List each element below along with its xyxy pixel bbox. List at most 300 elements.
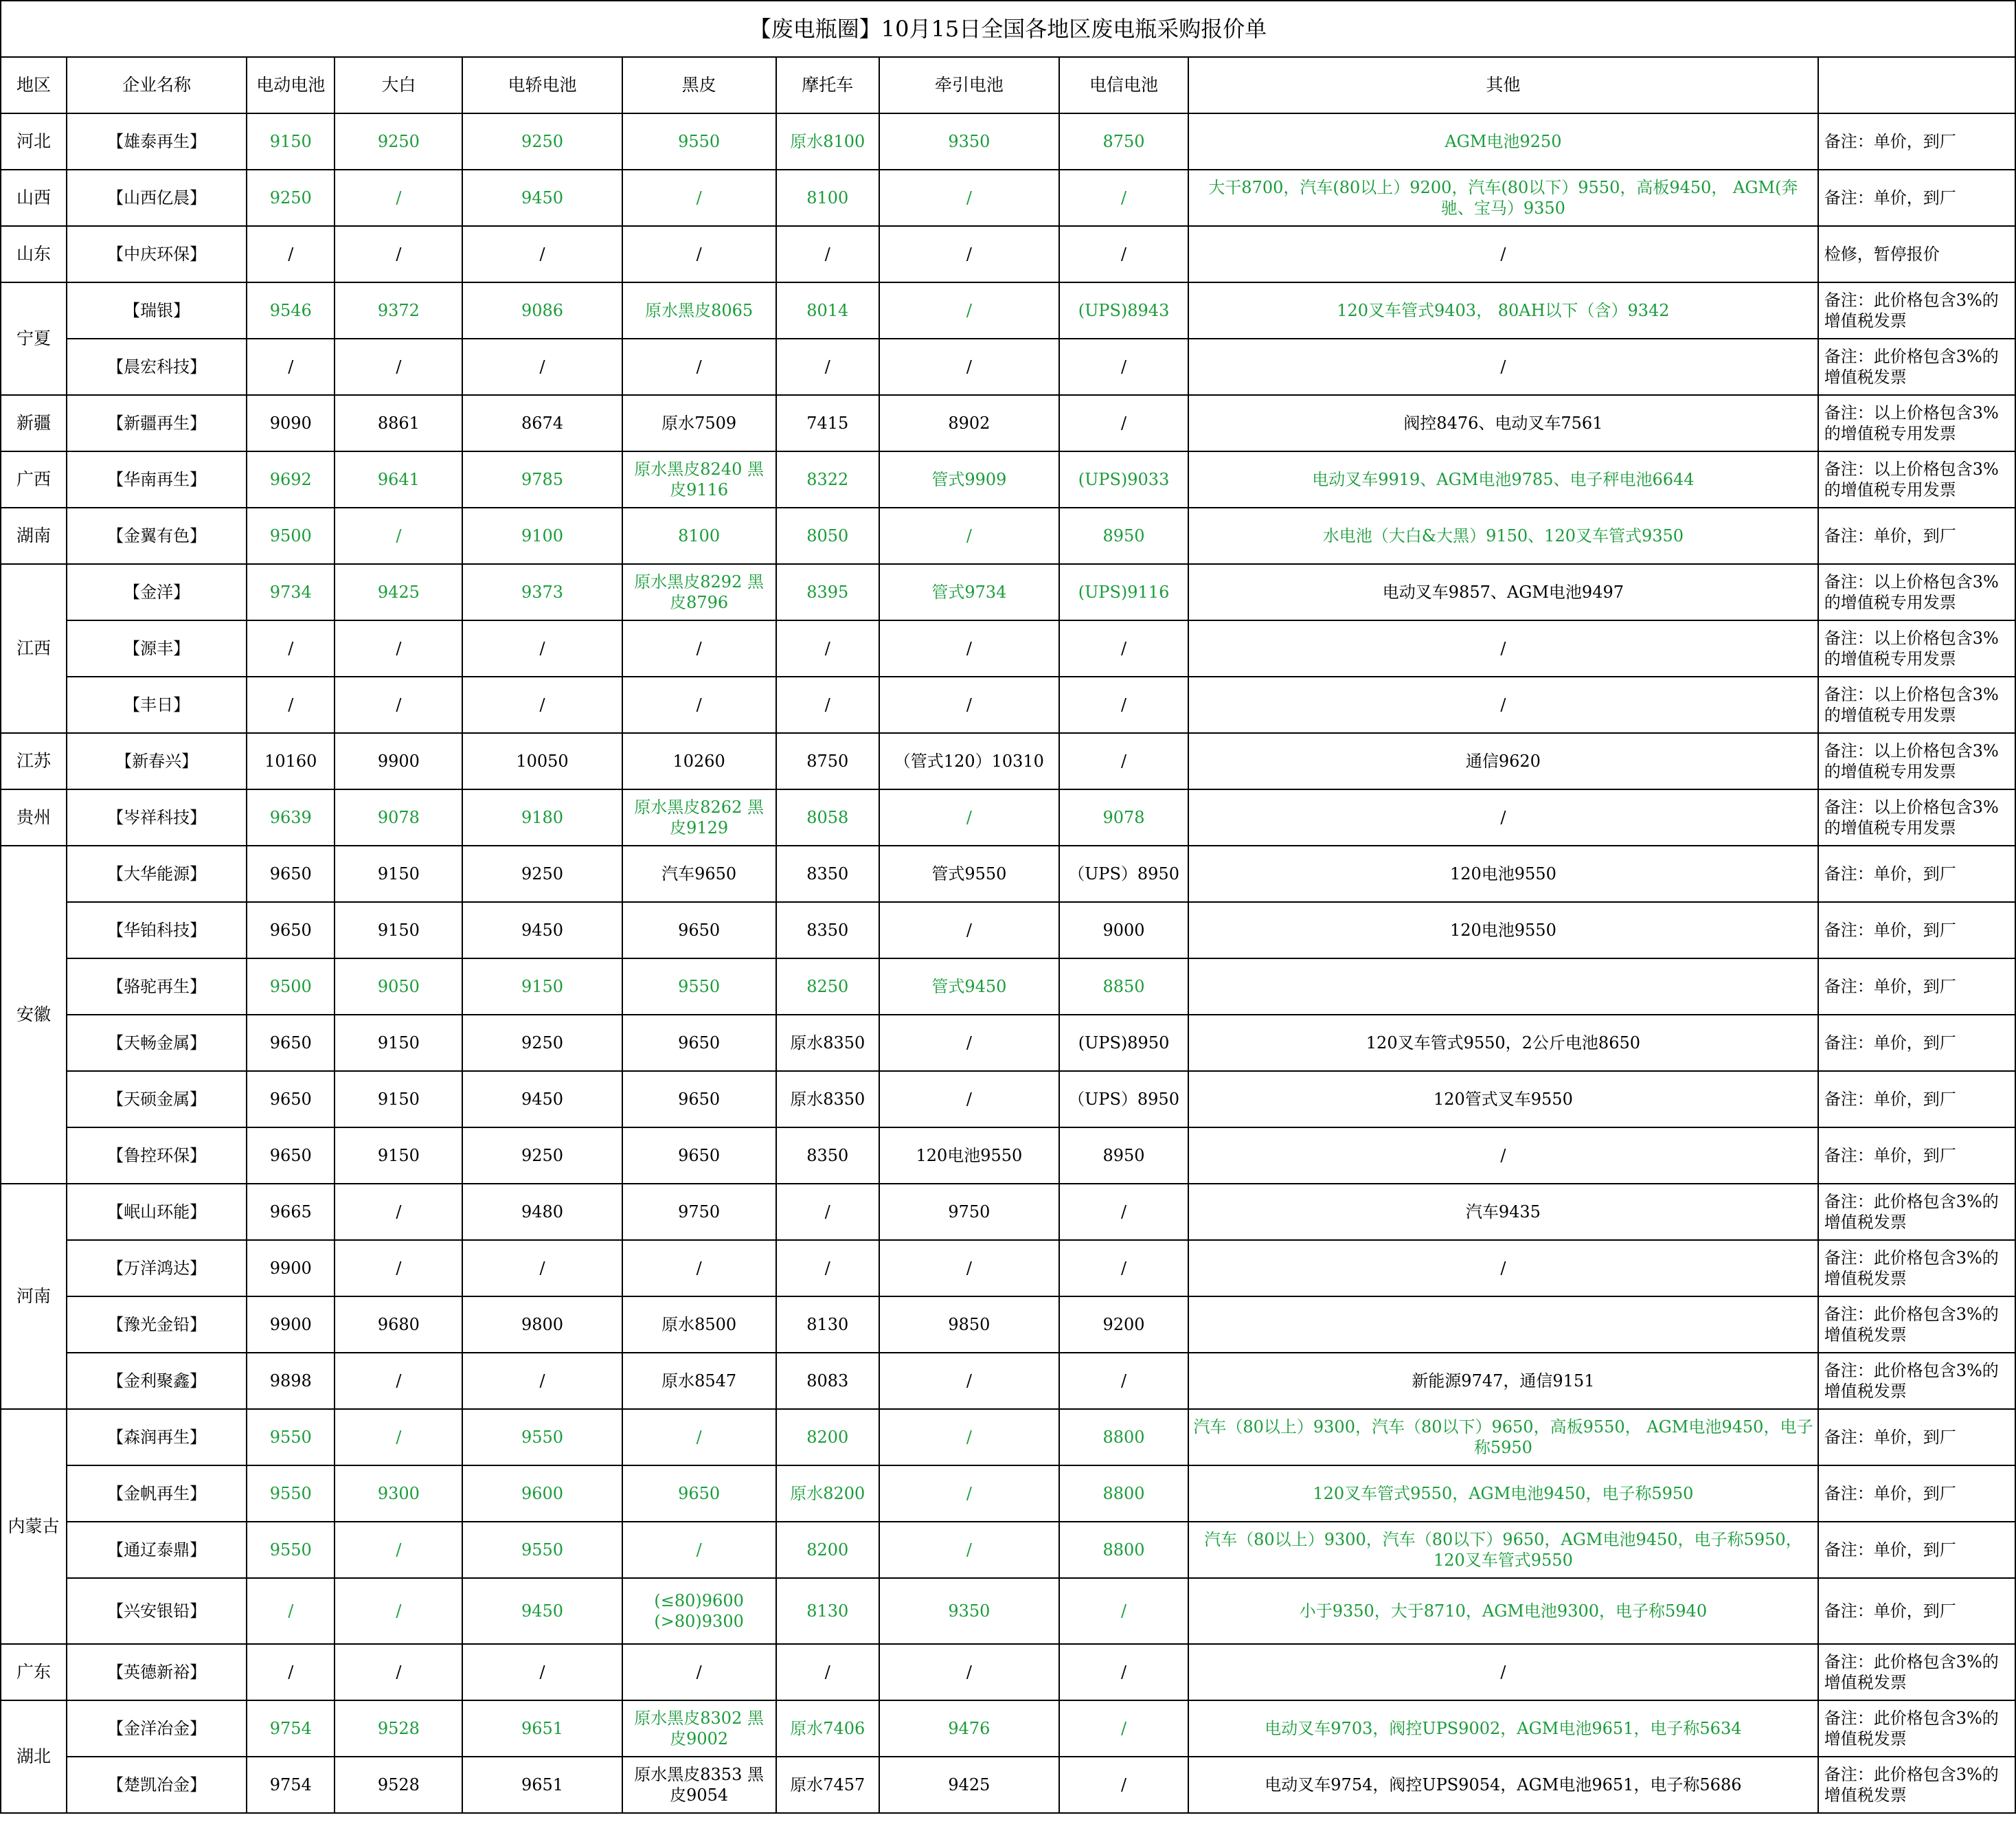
price-cell: 9900 xyxy=(247,1240,335,1296)
price-cell: / xyxy=(335,508,462,564)
company-cell: 【华铂科技】 xyxy=(67,902,247,958)
table-row xyxy=(1,620,2015,677)
price-cell: / xyxy=(1059,170,1188,226)
table-row xyxy=(1,1240,2015,1296)
price-cell: 9785 xyxy=(462,451,622,508)
price-cell: / xyxy=(247,1578,335,1644)
remark-cell: 备注：以上价格包含3%的增值税专用发票 xyxy=(1818,564,2015,620)
other-cell: 电动叉车9919、AGM电池9785、电子秤电池6644 xyxy=(1188,451,1818,508)
price-cell: / xyxy=(1059,226,1188,282)
remark-cell: 备注：单价，到厂 xyxy=(1818,508,2015,564)
header-cell: 电动电池 xyxy=(247,57,335,113)
price-cell: 9373 xyxy=(462,564,622,620)
price-cell: / xyxy=(879,1240,1059,1296)
company-cell: 【金洋】 xyxy=(67,564,247,620)
price-cell: 8083 xyxy=(776,1353,879,1409)
other-cell: / xyxy=(1188,677,1818,733)
company-cell: 【华南再生】 xyxy=(67,451,247,508)
other-cell: / xyxy=(1188,339,1818,395)
company-cell: 【天硕金属】 xyxy=(67,1071,247,1127)
price-cell: 9050 xyxy=(335,958,462,1015)
price-cell: / xyxy=(879,677,1059,733)
price-cell: / xyxy=(335,339,462,395)
price-cell: 9180 xyxy=(462,789,622,846)
price-cell: 8395 xyxy=(776,564,879,620)
price-cell: 管式9550 xyxy=(879,846,1059,902)
region-cell: 山东 xyxy=(1,226,67,282)
price-cell: 9350 xyxy=(879,113,1059,170)
price-cell: 8674 xyxy=(462,395,622,451)
price-cell: / xyxy=(879,1644,1059,1700)
price-cell: / xyxy=(462,226,622,282)
remark-cell: 备注：此价格包含3%的增值税发票 xyxy=(1818,1296,2015,1353)
other-cell: / xyxy=(1188,789,1818,846)
price-cell: / xyxy=(462,339,622,395)
header-cell: 企业名称 xyxy=(67,57,247,113)
price-cell: 9898 xyxy=(247,1353,335,1409)
table-row xyxy=(1,677,2015,733)
price-cell: 9150 xyxy=(335,1015,462,1071)
price-cell: 8350 xyxy=(776,902,879,958)
price-cell: / xyxy=(462,620,622,677)
price-cell: / xyxy=(1059,1353,1188,1409)
price-cell: / xyxy=(335,677,462,733)
price-cell: 9150 xyxy=(335,902,462,958)
other-cell xyxy=(1188,1296,1818,1353)
table-body xyxy=(1,1,2015,1813)
table-row xyxy=(1,339,2015,395)
price-cell: / xyxy=(1059,1644,1188,1700)
price-cell: 9150 xyxy=(462,958,622,1015)
price-cell: 9650 xyxy=(247,1015,335,1071)
company-cell: 【雄泰再生】 xyxy=(67,113,247,170)
table-row xyxy=(1,1127,2015,1184)
price-cell: / xyxy=(335,1522,462,1578)
remark-cell: 检修，暂停报价 xyxy=(1818,226,2015,282)
price-cell: 9550 xyxy=(247,1465,335,1522)
price-cell: 9500 xyxy=(247,958,335,1015)
price-cell: 9550 xyxy=(622,958,776,1015)
company-cell: 【大华能源】 xyxy=(67,846,247,902)
price-cell: / xyxy=(335,1578,462,1644)
price-cell: / xyxy=(622,1240,776,1296)
price-cell: 9650 xyxy=(622,1465,776,1522)
price-cell: 9250 xyxy=(247,170,335,226)
remark-cell: 备注：单价，到厂 xyxy=(1818,958,2015,1015)
remark-cell: 备注：单价，到厂 xyxy=(1818,1578,2015,1644)
price-cell: 9450 xyxy=(462,1071,622,1127)
price-cell: / xyxy=(879,170,1059,226)
company-cell: 【晨宏科技】 xyxy=(67,339,247,395)
other-cell: 120叉车管式9403， 80AH以下（含）9342 xyxy=(1188,282,1818,339)
price-cell: (UPS)8943 xyxy=(1059,282,1188,339)
region-cell: 广东 xyxy=(1,1644,67,1700)
price-cell: 原水7457 xyxy=(776,1757,879,1813)
remark-cell: 备注：以上价格包含3%的增值税专用发票 xyxy=(1818,789,2015,846)
company-cell: 【兴安银铅】 xyxy=(67,1578,247,1644)
other-cell: / xyxy=(1188,1644,1818,1700)
table-row xyxy=(1,1465,2015,1522)
company-cell: 【瑞银】 xyxy=(67,282,247,339)
price-cell: / xyxy=(1059,395,1188,451)
price-cell: / xyxy=(776,677,879,733)
price-cell: 9480 xyxy=(462,1184,622,1240)
price-cell: 9754 xyxy=(247,1757,335,1813)
price-cell: 9750 xyxy=(622,1184,776,1240)
price-cell: / xyxy=(622,620,776,677)
company-cell: 【新春兴】 xyxy=(67,733,247,789)
other-cell: 120电池9550 xyxy=(1188,846,1818,902)
other-cell: 120叉车管式9550，AGM电池9450，电子称5950 xyxy=(1188,1465,1818,1522)
remark-cell: 备注：单价，到厂 xyxy=(1818,113,2015,170)
remark-cell: 备注：此价格包含3%的增值税发票 xyxy=(1818,1644,2015,1700)
price-cell: 9425 xyxy=(335,564,462,620)
price-cell: 9450 xyxy=(462,170,622,226)
price-cell: / xyxy=(335,1184,462,1240)
price-cell: 9650 xyxy=(622,1127,776,1184)
price-cell: 9650 xyxy=(247,902,335,958)
remark-cell: 备注：单价，到厂 xyxy=(1818,1071,2015,1127)
remark-cell: 备注：以上价格包含3%的增值税专用发票 xyxy=(1818,395,2015,451)
table-row xyxy=(1,1296,2015,1353)
other-cell: 通信9620 xyxy=(1188,733,1818,789)
remark-cell: 备注：单价，到厂 xyxy=(1818,1409,2015,1465)
price-cell: 9000 xyxy=(1059,902,1188,958)
price-cell: 9550 xyxy=(462,1409,622,1465)
region-cell: 江西 xyxy=(1,564,67,733)
price-cell: (UPS)9116 xyxy=(1059,564,1188,620)
price-cell: 8800 xyxy=(1059,1465,1188,1522)
price-cell: / xyxy=(247,226,335,282)
table-row xyxy=(1,395,2015,451)
remark-cell: 备注：单价，到厂 xyxy=(1818,846,2015,902)
price-cell: 8861 xyxy=(335,395,462,451)
price-cell: 9900 xyxy=(335,733,462,789)
price-cell: / xyxy=(776,1184,879,1240)
other-cell: AGM电池9250 xyxy=(1188,113,1818,170)
price-cell: 9350 xyxy=(879,1578,1059,1644)
price-cell: / xyxy=(335,1240,462,1296)
remark-cell: 备注：单价，到厂 xyxy=(1818,902,2015,958)
region-cell: 广西 xyxy=(1,451,67,508)
company-cell: 【金洋冶金】 xyxy=(67,1700,247,1757)
other-cell: 120管式叉车9550 xyxy=(1188,1071,1818,1127)
price-cell: (≤80)9600 (>80)9300 xyxy=(622,1578,776,1644)
price-cell: / xyxy=(879,1522,1059,1578)
price-cell: 8322 xyxy=(776,451,879,508)
price-cell: 原水8350 xyxy=(776,1015,879,1071)
other-cell: 水电池（大白&大黑）9150、120叉车管式9350 xyxy=(1188,508,1818,564)
region-cell: 山西 xyxy=(1,170,67,226)
price-cell: 原水7509 xyxy=(622,395,776,451)
price-cell: / xyxy=(1059,733,1188,789)
price-cell: 9754 xyxy=(247,1700,335,1757)
price-cell: 9600 xyxy=(462,1465,622,1522)
price-cell: / xyxy=(247,677,335,733)
price-cell: 9500 xyxy=(247,508,335,564)
remark-cell: 备注：此价格包含3%的增值税发票 xyxy=(1818,1700,2015,1757)
price-cell: / xyxy=(879,620,1059,677)
price-cell: / xyxy=(776,1240,879,1296)
price-cell: / xyxy=(335,226,462,282)
other-cell xyxy=(1188,958,1818,1015)
price-cell: 8950 xyxy=(1059,508,1188,564)
price-cell: 原水8547 xyxy=(622,1353,776,1409)
company-cell: 【新疆再生】 xyxy=(67,395,247,451)
remark-cell: 备注：单价，到厂 xyxy=(1818,1522,2015,1578)
header-cell: 牵引电池 xyxy=(879,57,1059,113)
price-cell: 8130 xyxy=(776,1578,879,1644)
table-row xyxy=(1,1409,2015,1465)
price-cell: 9750 xyxy=(879,1184,1059,1240)
price-cell: 8100 xyxy=(622,508,776,564)
other-cell: 汽车（80以上）9300，汽车（80以下）9650，AGM电池9450，电子称5950， 120叉车管式9550 xyxy=(1188,1522,1818,1578)
company-cell: 【金利聚鑫】 xyxy=(67,1353,247,1409)
price-cell: （UPS）8950 xyxy=(1059,1071,1188,1127)
price-cell: 9734 xyxy=(247,564,335,620)
price-cell: / xyxy=(879,1071,1059,1127)
price-cell: 9150 xyxy=(335,1127,462,1184)
price-cell: / xyxy=(335,170,462,226)
price-cell: 9450 xyxy=(462,1578,622,1644)
company-cell: 【万洋鸿达】 xyxy=(67,1240,247,1296)
price-cell: 9450 xyxy=(462,902,622,958)
price-cell: (UPS)9033 xyxy=(1059,451,1188,508)
company-cell: 【岷山环能】 xyxy=(67,1184,247,1240)
table-row xyxy=(1,282,2015,339)
price-cell: 8902 xyxy=(879,395,1059,451)
price-cell: 9900 xyxy=(247,1296,335,1353)
price-cell: 管式9909 xyxy=(879,451,1059,508)
price-cell: 9250 xyxy=(462,846,622,902)
price-cell: 原水8200 xyxy=(776,1465,879,1522)
company-cell: 【金翼有色】 xyxy=(67,508,247,564)
price-cell: / xyxy=(879,1015,1059,1071)
remark-cell: 备注：此价格包含3%的增值税发票 xyxy=(1818,339,2015,395)
region-cell: 湖北 xyxy=(1,1700,67,1813)
price-cell: 7415 xyxy=(776,395,879,451)
price-cell: 9665 xyxy=(247,1184,335,1240)
price-cell: 汽车9650 xyxy=(622,846,776,902)
other-cell: 阀控8476、电动叉车7561 xyxy=(1188,395,1818,451)
table-row xyxy=(1,1644,2015,1700)
table-row xyxy=(1,733,2015,789)
price-cell: 原水黑皮8302 黑皮9002 xyxy=(622,1700,776,1757)
price-cell: / xyxy=(622,339,776,395)
header-cell: 其他 xyxy=(1188,57,1818,113)
price-cell: / xyxy=(776,226,879,282)
price-cell: 9100 xyxy=(462,508,622,564)
other-cell: 汽车（80以上）9300，汽车（80以下）9650，高板9550， AGM电池9450，电子称5950 xyxy=(1188,1409,1818,1465)
price-cell: 8014 xyxy=(776,282,879,339)
region-cell: 贵州 xyxy=(1,789,67,846)
price-cell: 原水黑皮8240 黑皮9116 xyxy=(622,451,776,508)
price-cell: 9528 xyxy=(335,1757,462,1813)
price-cell: 8200 xyxy=(776,1409,879,1465)
remark-cell: 备注：此价格包含3%的增值税发票 xyxy=(1818,1353,2015,1409)
company-cell: 【岑祥科技】 xyxy=(67,789,247,846)
region-cell: 安徽 xyxy=(1,846,67,1184)
price-cell: 8100 xyxy=(776,170,879,226)
price-cell: / xyxy=(879,789,1059,846)
other-cell: 电动叉车9703，阀控UPS9002，AGM电池9651，电子称5634 xyxy=(1188,1700,1818,1757)
other-cell: 120电池9550 xyxy=(1188,902,1818,958)
price-cell: / xyxy=(622,677,776,733)
table-row xyxy=(1,846,2015,902)
table-row xyxy=(1,789,2015,846)
price-cell: 9639 xyxy=(247,789,335,846)
company-cell: 【源丰】 xyxy=(67,620,247,677)
other-cell: 大干8700，汽车(80以上）9200，汽车(80以下）9550，高板9450， AGM(奔驰、宝马）9350 xyxy=(1188,170,1818,226)
price-cell: 原水黑皮8065 xyxy=(622,282,776,339)
header-cell: 电信电池 xyxy=(1059,57,1188,113)
remark-cell: 备注：以上价格包含3%的增值税专用发票 xyxy=(1818,451,2015,508)
other-cell: 小于9350，大于8710，AGM电池9300，电子称5940 xyxy=(1188,1578,1818,1644)
price-cell: / xyxy=(1059,677,1188,733)
price-cell: 9086 xyxy=(462,282,622,339)
price-cell: 9078 xyxy=(1059,789,1188,846)
price-cell: / xyxy=(462,1240,622,1296)
remark-cell: 备注：此价格包含3%的增值税发票 xyxy=(1818,282,2015,339)
price-cell: / xyxy=(335,1409,462,1465)
other-cell: / xyxy=(1188,226,1818,282)
price-cell: 原水8500 xyxy=(622,1296,776,1353)
price-cell: 9150 xyxy=(335,846,462,902)
remark-cell: 备注：单价，到厂 xyxy=(1818,170,2015,226)
table-row xyxy=(1,1184,2015,1240)
price-cell: / xyxy=(247,1644,335,1700)
price-cell: 9546 xyxy=(247,282,335,339)
price-cell: 原水8100 xyxy=(776,113,879,170)
price-cell: / xyxy=(335,1644,462,1700)
price-cell: 9650 xyxy=(247,846,335,902)
remark-cell: 备注：此价格包含3%的增值税发票 xyxy=(1818,1240,2015,1296)
company-cell: 【豫光金铅】 xyxy=(67,1296,247,1353)
company-cell: 【通辽泰鼎】 xyxy=(67,1522,247,1578)
price-cell: / xyxy=(622,226,776,282)
remark-cell: 备注：单价，到厂 xyxy=(1818,1465,2015,1522)
table-row xyxy=(1,1757,2015,1813)
other-cell: 新能源9747，通信9151 xyxy=(1188,1353,1818,1409)
price-cell: 9680 xyxy=(335,1296,462,1353)
price-cell: 原水7406 xyxy=(776,1700,879,1757)
price-cell: / xyxy=(622,170,776,226)
price-cell: 8750 xyxy=(1059,113,1188,170)
price-cell: / xyxy=(462,1353,622,1409)
table-row xyxy=(1,451,2015,508)
price-cell: 9650 xyxy=(247,1071,335,1127)
price-cell: (UPS)8950 xyxy=(1059,1015,1188,1071)
price-cell: 120电池9550 xyxy=(879,1127,1059,1184)
price-cell: 10050 xyxy=(462,733,622,789)
table-row xyxy=(1,113,2015,170)
price-cell: 9250 xyxy=(335,113,462,170)
price-cell: 9650 xyxy=(622,1071,776,1127)
price-cell: / xyxy=(879,1409,1059,1465)
other-cell: 汽车9435 xyxy=(1188,1184,1818,1240)
price-cell: / xyxy=(1059,1700,1188,1757)
price-cell: / xyxy=(776,620,879,677)
remark-cell: 备注：此价格包含3%的增值税发票 xyxy=(1818,1757,2015,1813)
price-cell: 原水黑皮8262 黑皮9129 xyxy=(622,789,776,846)
price-cell: 8350 xyxy=(776,1127,879,1184)
price-cell: / xyxy=(1059,620,1188,677)
header-cell: 地区 xyxy=(1,57,67,113)
table-row xyxy=(1,902,2015,958)
price-cell: （UPS）8950 xyxy=(1059,846,1188,902)
price-cell: 9425 xyxy=(879,1757,1059,1813)
table-row xyxy=(1,1071,2015,1127)
price-cell: 9090 xyxy=(247,395,335,451)
price-cell: 9651 xyxy=(462,1700,622,1757)
price-cell: 9550 xyxy=(462,1522,622,1578)
price-cell: 10160 xyxy=(247,733,335,789)
price-cell: 9692 xyxy=(247,451,335,508)
price-cell: / xyxy=(879,339,1059,395)
price-cell: 9250 xyxy=(462,1127,622,1184)
region-cell: 湖南 xyxy=(1,508,67,564)
price-cell: 9550 xyxy=(622,113,776,170)
other-cell: / xyxy=(1188,1127,1818,1184)
price-cell: 原水黑皮8292 黑皮8796 xyxy=(622,564,776,620)
region-cell: 宁夏 xyxy=(1,282,67,395)
region-cell: 新疆 xyxy=(1,395,67,451)
price-cell: / xyxy=(879,508,1059,564)
price-cell: 9650 xyxy=(622,902,776,958)
company-cell: 【森润再生】 xyxy=(67,1409,247,1465)
price-cell: / xyxy=(879,1465,1059,1522)
price-cell: 10260 xyxy=(622,733,776,789)
price-cell: 8800 xyxy=(1059,1522,1188,1578)
company-cell: 【英德新裕】 xyxy=(67,1644,247,1700)
price-cell: 9550 xyxy=(247,1522,335,1578)
company-cell: 【骆驼再生】 xyxy=(67,958,247,1015)
price-cell: / xyxy=(1059,1184,1188,1240)
table-row xyxy=(1,958,2015,1015)
remark-cell: 备注：单价，到厂 xyxy=(1818,1127,2015,1184)
header-cell xyxy=(1818,57,2015,113)
other-cell: 120叉车管式9550，2公斤电池8650 xyxy=(1188,1015,1818,1071)
price-cell: 8200 xyxy=(776,1522,879,1578)
price-cell: / xyxy=(462,1644,622,1700)
price-cell: / xyxy=(622,1644,776,1700)
price-cell: / xyxy=(462,677,622,733)
header-cell: 黑皮 xyxy=(622,57,776,113)
price-cell: 9078 xyxy=(335,789,462,846)
price-cell: 原水黑皮8353 黑皮9054 xyxy=(622,1757,776,1813)
price-cell: / xyxy=(879,282,1059,339)
other-cell: 电动叉车9857、AGM电池9497 xyxy=(1188,564,1818,620)
price-cell: 9300 xyxy=(335,1465,462,1522)
header-cell: 大白 xyxy=(335,57,462,113)
price-cell: / xyxy=(247,620,335,677)
price-cell: / xyxy=(776,339,879,395)
price-cell: / xyxy=(879,226,1059,282)
company-cell: 【楚凯冶金】 xyxy=(67,1757,247,1813)
table-row xyxy=(1,508,2015,564)
company-cell: 【山西亿晨】 xyxy=(67,170,247,226)
table-row xyxy=(1,564,2015,620)
price-cell: 9200 xyxy=(1059,1296,1188,1353)
region-cell: 河南 xyxy=(1,1184,67,1409)
table-row xyxy=(1,1700,2015,1757)
price-cell: 管式9450 xyxy=(879,958,1059,1015)
price-cell: 9650 xyxy=(247,1127,335,1184)
header-cell: 电轿电池 xyxy=(462,57,622,113)
other-cell: / xyxy=(1188,1240,1818,1296)
company-cell: 【天畅金属】 xyxy=(67,1015,247,1071)
price-cell: / xyxy=(879,1353,1059,1409)
